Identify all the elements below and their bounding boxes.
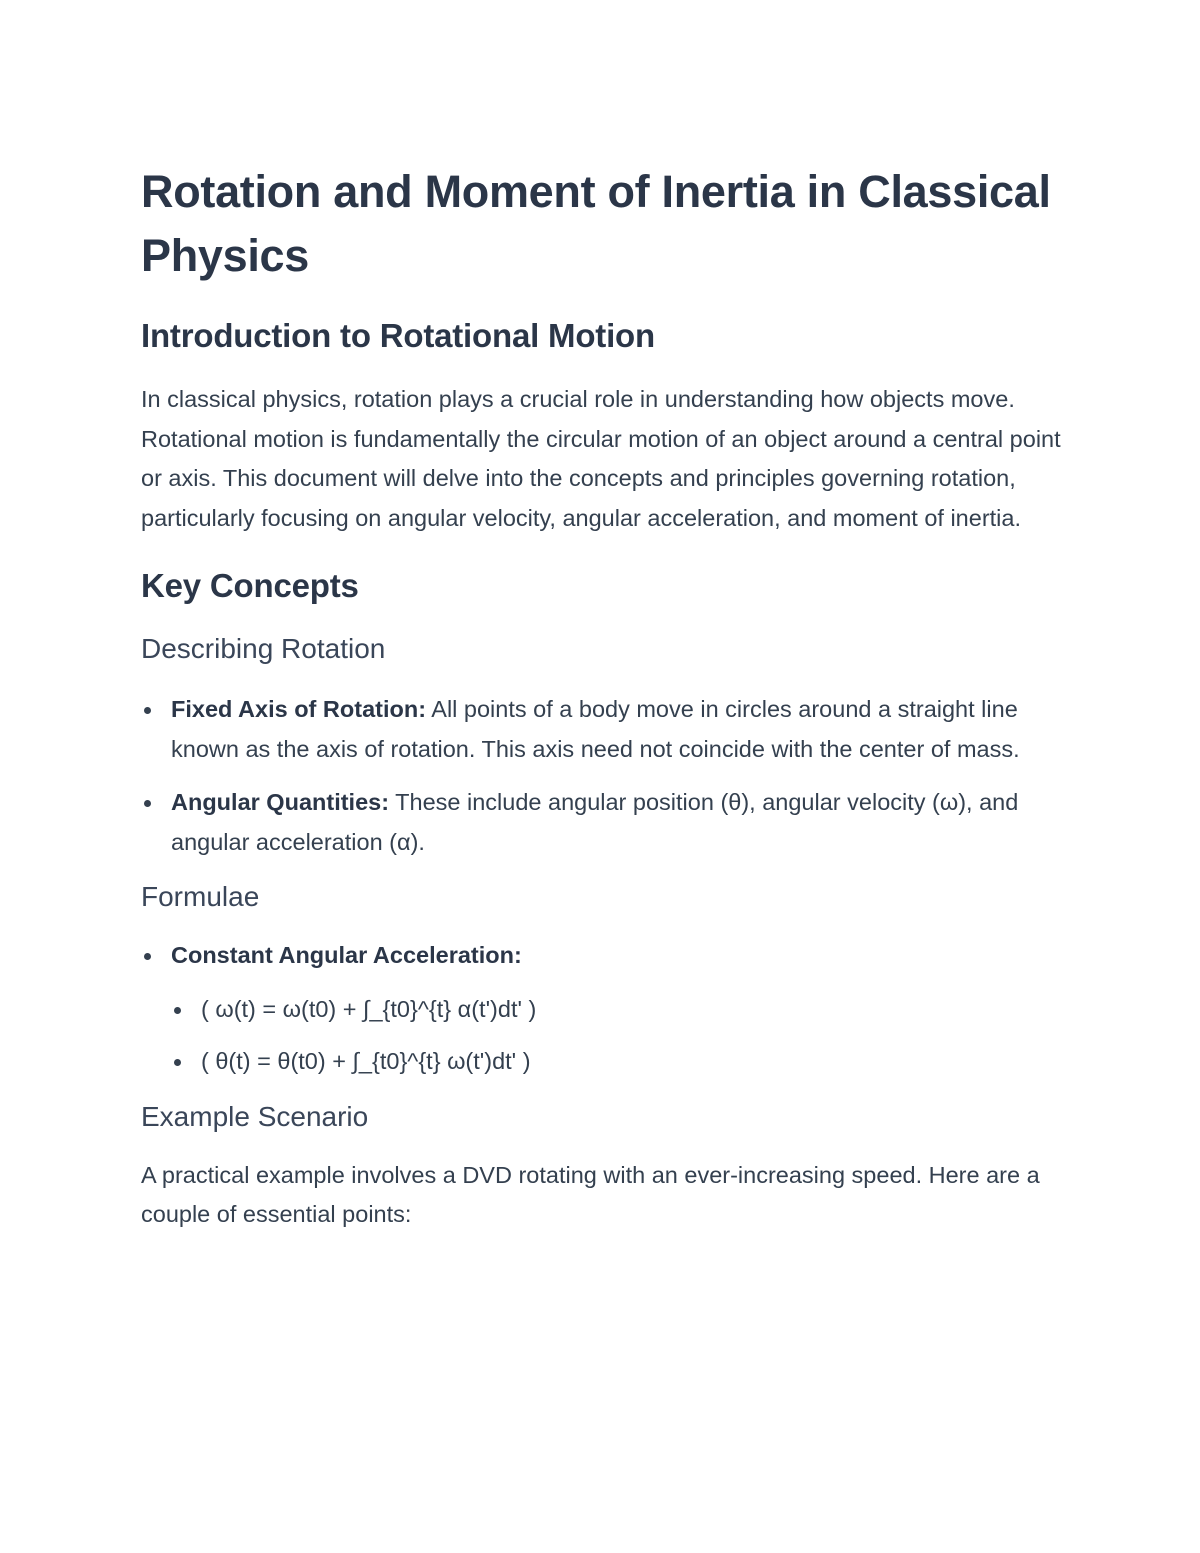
key-concepts-heading: Key Concepts xyxy=(141,567,359,604)
list-item xyxy=(141,936,1071,1082)
formulae-list xyxy=(141,936,1071,1082)
equation-list xyxy=(171,990,1071,1082)
describing-rotation-heading: Describing Rotation xyxy=(141,633,386,664)
list-item-term: Angular Quantities: xyxy=(171,789,390,815)
list-item xyxy=(141,783,1071,862)
intro-paragraph: In classical physics, rotation plays a crucial role in understanding how objects move. Rotational motion is fundamentally the circular motion of an object around a central point or axis. This document will delve into the concepts and principles governing rotation, particularly focusing on angular velocity, angular acceleration, and moment of inertia. xyxy=(141,386,1061,531)
intro-heading: Introduction to Rotational Motion xyxy=(141,317,655,354)
document-title: Rotation and Moment of Inertia in Classical Physics xyxy=(141,166,1051,281)
list-item xyxy=(141,690,1071,769)
list-item-term: Fixed Axis of Rotation: xyxy=(171,696,427,722)
example-scenario-heading: Example Scenario xyxy=(141,1100,369,1132)
equation-item: ( ω(t) = ω(t0) + ∫_{t0}^{t} α(t')dt' ) xyxy=(171,990,1071,1030)
equation-item: ( θ(t) = θ(t0) + ∫_{t0}^{t} ω(t')dt' ) xyxy=(171,1042,1071,1082)
document-page xyxy=(141,160,1071,1235)
list-item-text: All points of a body move in circles around a straight line known as the axis of rotation. This axis need not coincide with the center of mass. xyxy=(171,696,1020,762)
list-item-text: These include angular position (θ), angular velocity (ω), and angular acceleration (α). xyxy=(171,789,1019,855)
formulae-heading: Formulae xyxy=(141,881,260,912)
example-paragraph: A practical example involves a DVD rotating with an ever-increasing speed. Here are a couple of essential points: xyxy=(141,1161,1040,1227)
list-item-term: Constant Angular Acceleration: xyxy=(171,942,522,968)
describing-rotation-list xyxy=(141,690,1071,862)
